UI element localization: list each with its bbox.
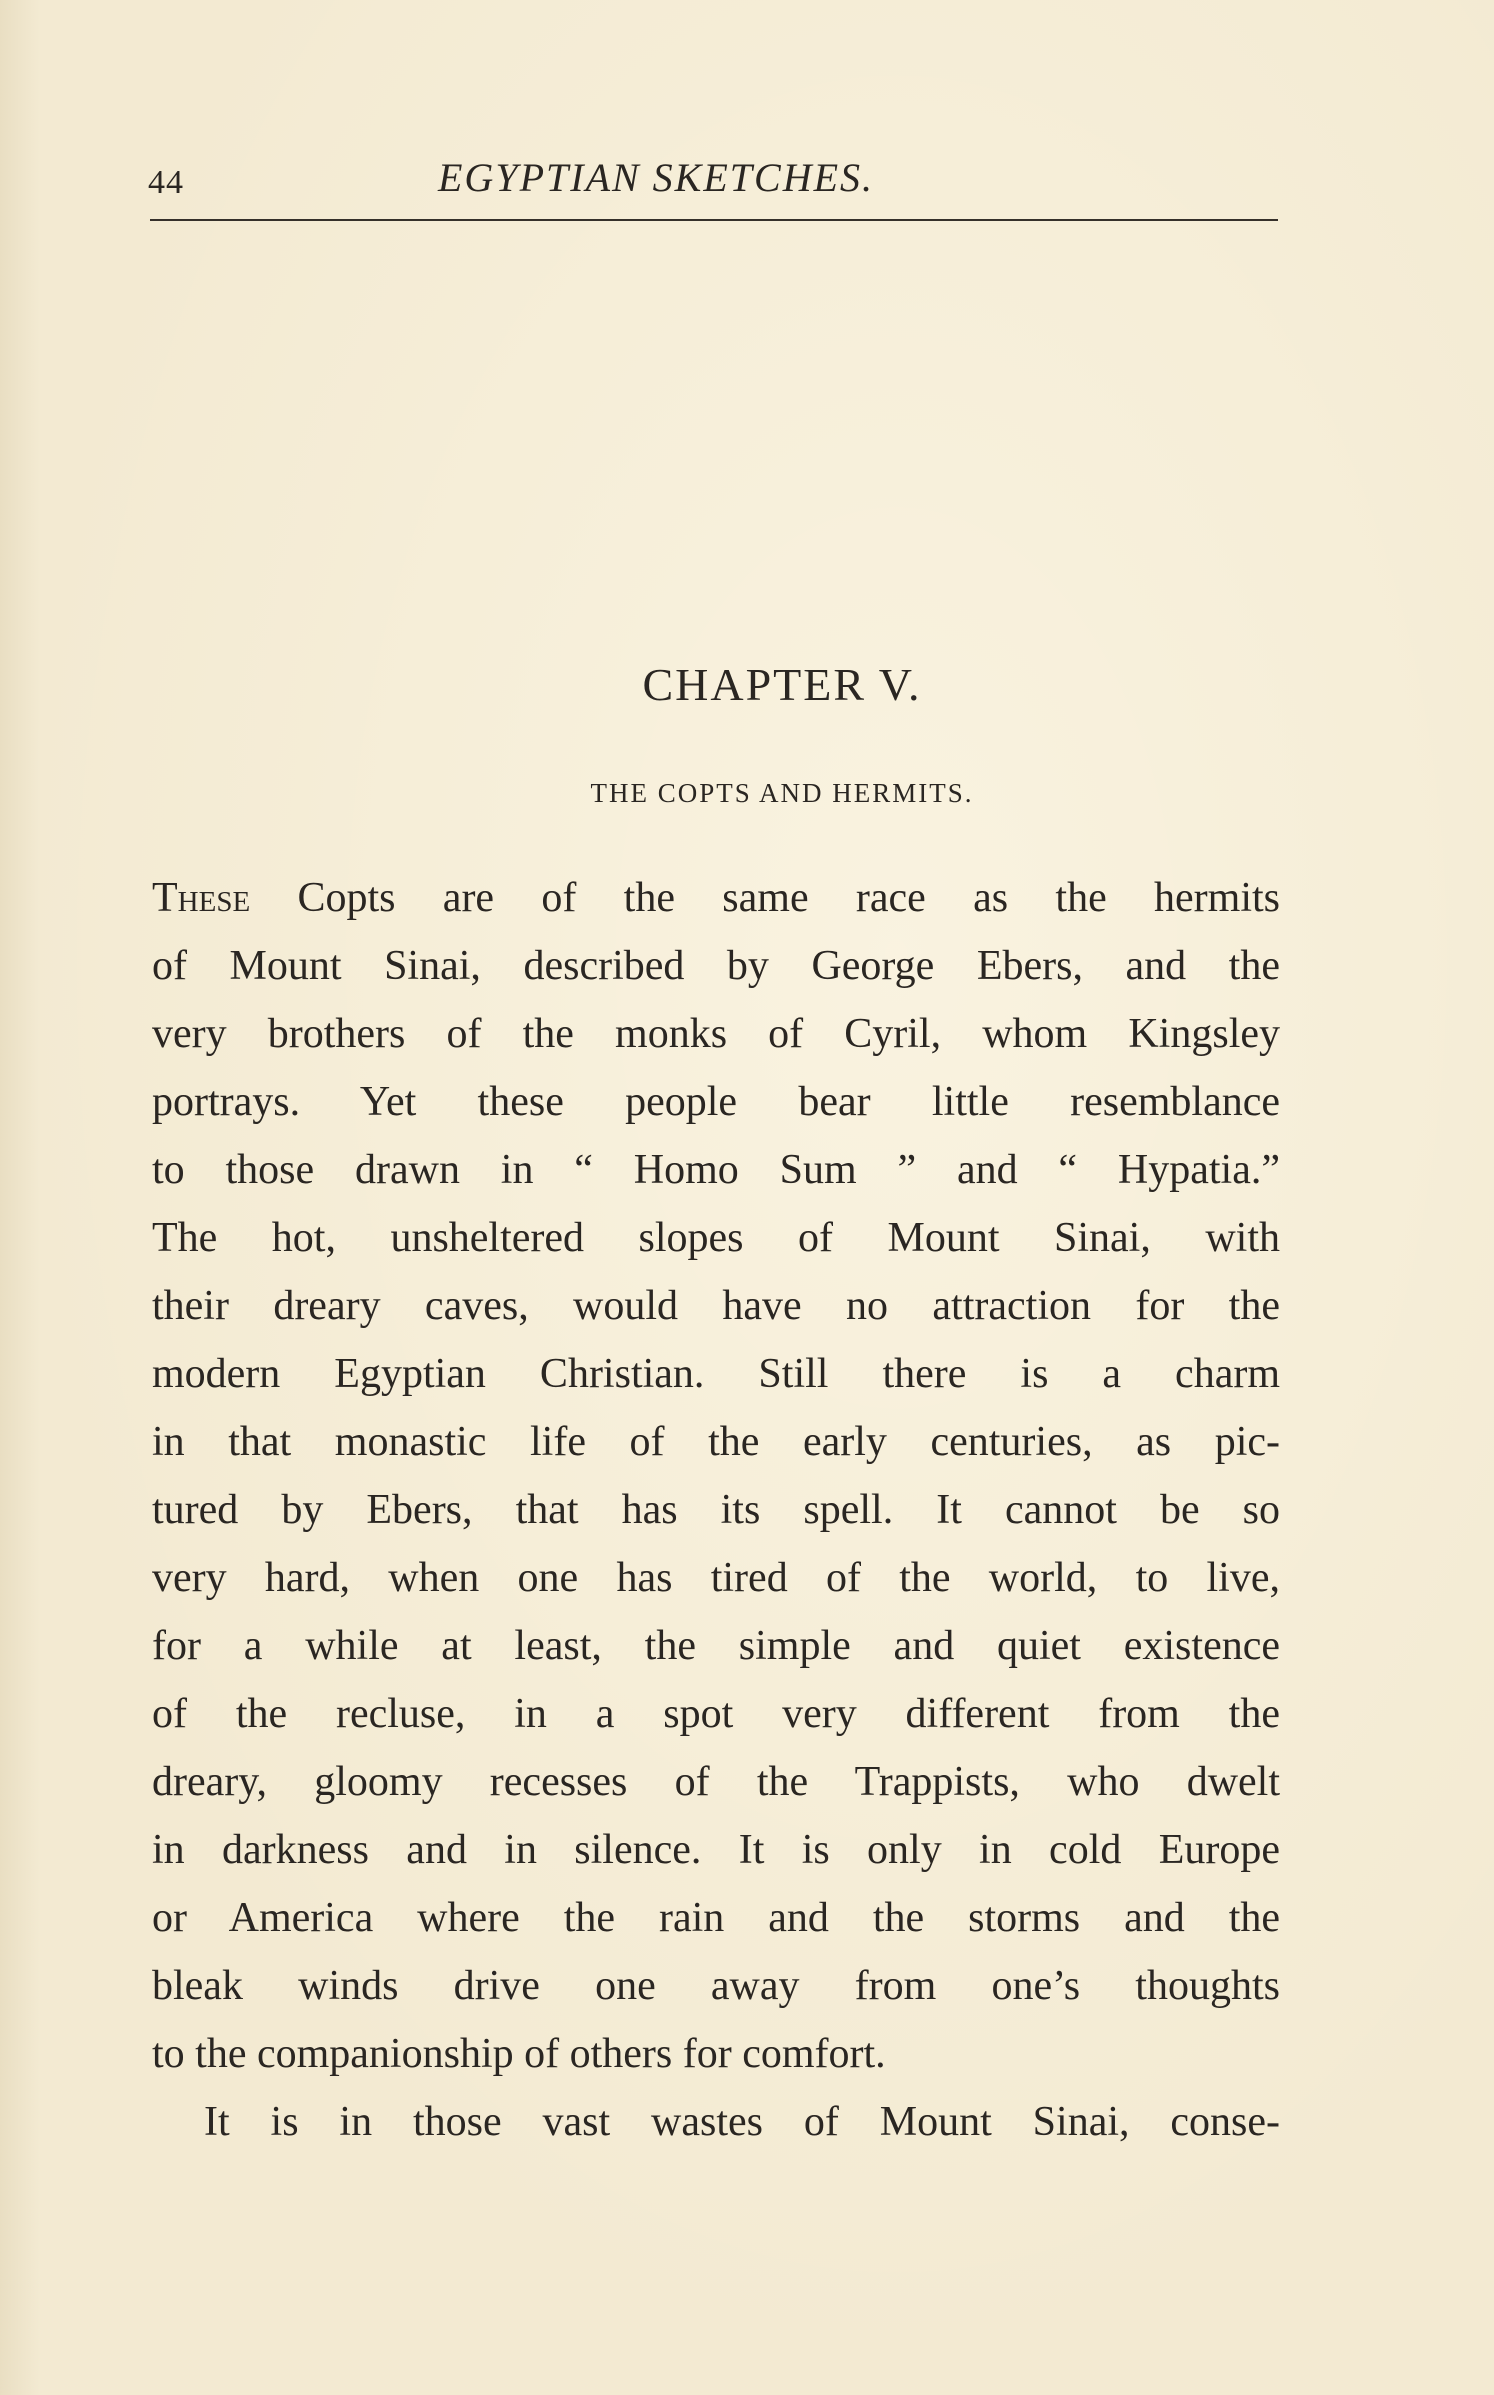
first-line-rest: Copts are of the same race as the hermits	[250, 875, 1280, 921]
running-title: EGYPTIAN SKETCHES.	[438, 155, 875, 200]
text-line: in darkness and in silence. It is only in cold Europe	[152, 1827, 1280, 1873]
text-line: to those drawn in “ Homo Sum ” and “ Hypatia.”	[152, 1147, 1280, 1193]
text-line: of the recluse, in a spot very different from the	[152, 1691, 1280, 1737]
chapter-subtitle: THE COPTS AND HERMITS.	[590, 778, 974, 808]
text-line: The hot, unsheltered slopes of Mount Sinai, with	[152, 1215, 1280, 1261]
text-line: very hard, when one has tired of the world, to live,	[152, 1555, 1280, 1601]
text-line: in that monastic life of the early centuries, as pic-	[152, 1419, 1280, 1465]
body-text	[152, 864, 1280, 2156]
header-rule	[150, 219, 1278, 221]
text-line: or America where the rain and the storms and the	[152, 1895, 1280, 1941]
text-line: dreary, gloomy recesses of the Trappists, who dwelt	[152, 1759, 1280, 1805]
page-number: 44	[148, 164, 184, 201]
text-line: their dreary caves, would have no attraction for the	[152, 1283, 1280, 1329]
running-head	[148, 150, 1278, 210]
drop-word: These	[152, 875, 251, 921]
text-line: portrays. Yet these people bear little resemblance	[152, 1079, 1280, 1125]
text-line	[152, 864, 1280, 932]
text-line: for a while at least, the simple and quiet existence	[152, 1623, 1280, 1669]
text-line: very brothers of the monks of Cyril, whom Kingsley	[152, 1011, 1280, 1057]
paragraph-start-line: It is in those vast wastes of Mount Sinai, conse-	[204, 2099, 1280, 2145]
text-line: to the companionship of others for comfort.	[152, 2031, 886, 2077]
text-line: tured by Ebers, that has its spell. It cannot be so	[152, 1487, 1280, 1533]
chapter-heading: CHAPTER V.	[642, 659, 922, 710]
text-line: modern Egyptian Christian. Still there is a charm	[152, 1351, 1280, 1397]
text-line: of Mount Sinai, described by George Ebers, and the	[152, 943, 1280, 989]
text-line: bleak winds drive one away from one’s thoughts	[152, 1963, 1280, 2009]
